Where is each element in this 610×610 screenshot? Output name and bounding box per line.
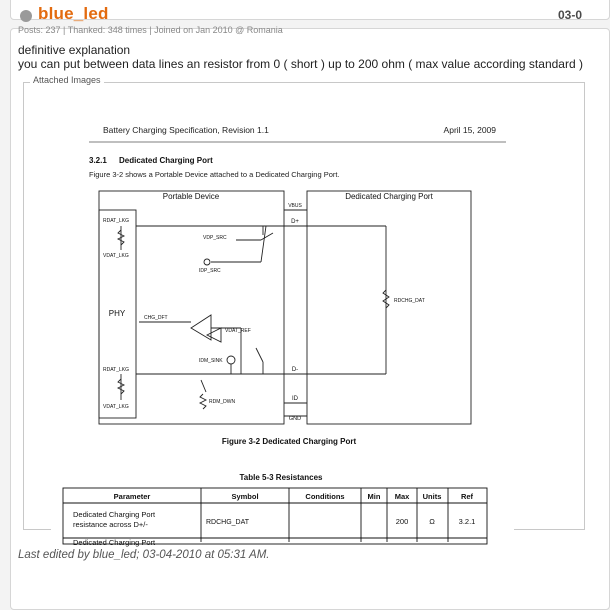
- vdat-lkg-top-label: VDAT_LKG: [103, 253, 129, 259]
- offline-status-icon: [20, 10, 32, 22]
- rdchg-dat-label: RDCHG_DAT: [394, 298, 425, 304]
- section-text: Figure 3-2 shows a Portable Device attached to a Dedicated Charging Port.: [89, 170, 340, 179]
- vdat-ref-label: VDAT_REF: [225, 328, 251, 334]
- post-text-line: definitive explanation: [18, 43, 131, 57]
- vbus-label: VBUS: [288, 203, 302, 209]
- idp-src-label: IDP_SRC: [199, 268, 221, 274]
- last-edited-note: Last edited by blue_led; 03-04-2010 at 05:31 AM.: [18, 549, 270, 561]
- doc-header-date: April 15, 2009: [443, 125, 496, 135]
- table-header-cell: Min: [367, 492, 381, 501]
- table-title: Table 5-3 Resistances: [239, 473, 323, 482]
- table-header-cell: Max: [394, 492, 410, 501]
- post-body: [18, 43, 583, 71]
- phy-label: PHY: [108, 309, 126, 318]
- vdat-lkg-bottom-label: VDAT_LKG: [103, 404, 129, 410]
- table-cell-parameter-partial: Dedicated Charging Port: [73, 538, 156, 547]
- section-number: 3.2.1: [89, 156, 107, 165]
- rdm-dwn-label: RDM_DWN: [209, 399, 236, 405]
- gnd-label: GND: [288, 416, 302, 422]
- idm-sink-label: IDM_SINK: [199, 358, 223, 364]
- post-date: 03-0: [557, 8, 582, 22]
- table-cell-symbol: RDCHG_DAT: [206, 519, 250, 526]
- table-header-cell: Conditions: [305, 492, 345, 501]
- charging-port-diagram: [99, 191, 471, 424]
- spec-page-svg: [51, 90, 514, 547]
- section-title: Dedicated Charging Port: [119, 156, 213, 165]
- table-header-cell: Parameter: [113, 492, 151, 501]
- post-text-line: you can put between data lines an resistor from 0 ( short ) up to 200 ohm ( max value according standard ): [18, 57, 583, 71]
- rdat-lkg-top-label: RDAT_LKG: [103, 218, 130, 224]
- chg-dft-label: CHG_DFT: [144, 315, 168, 321]
- table-header-cell: Units: [422, 492, 442, 501]
- rdat-lkg-bottom-label: RDAT_LKG: [103, 367, 130, 373]
- table-cell-units: Ω: [429, 517, 435, 526]
- figure-caption: Figure 3-2 Dedicated Charging Port: [221, 437, 357, 446]
- table-cell-parameter: Dedicated Charging Port: [73, 510, 156, 519]
- dplus-label: D+: [291, 219, 299, 225]
- portable-device-label: Portable Device: [162, 192, 220, 201]
- table-cell-parameter: resistance across D+/-: [73, 520, 148, 529]
- dminus-label: D-: [291, 367, 299, 373]
- vdp-src-label: VDP_SRC: [203, 235, 227, 241]
- id-label: ID: [292, 396, 298, 402]
- dcp-label: Dedicated Charging Port: [345, 192, 433, 201]
- table-cell-max: 200: [395, 517, 409, 526]
- table-cell-ref: 3.2.1: [458, 517, 476, 526]
- attached-image-spec-page[interactable]: [51, 90, 514, 547]
- attached-images-legend: Attached Images: [30, 75, 104, 85]
- post-username[interactable]: blue_led: [38, 4, 109, 23]
- doc-header-title: Battery Charging Specification, Revision 1.1: [103, 125, 269, 135]
- table-header-cell: Symbol: [231, 492, 259, 501]
- user-info: Posts: 237 | Thanked: 348 times | Joined on Jan 2010 @ Romania: [18, 25, 283, 35]
- table-header-cell: Ref: [460, 492, 474, 501]
